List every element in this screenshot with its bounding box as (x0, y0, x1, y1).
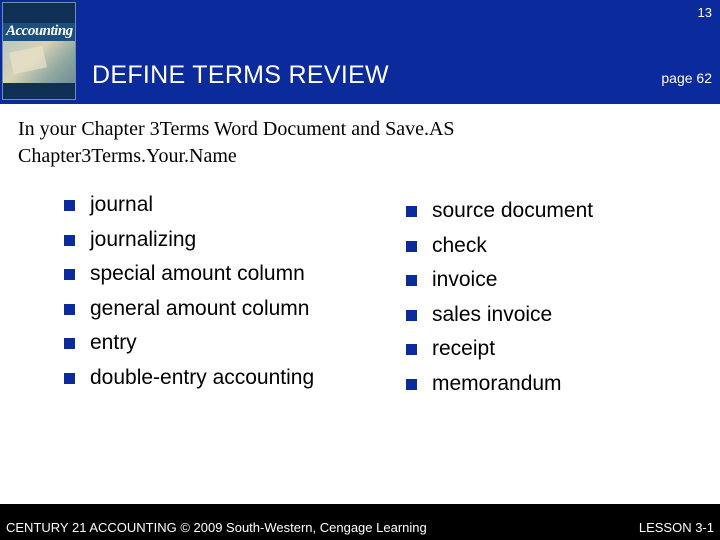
term-item (406, 369, 593, 404)
term-item (406, 196, 593, 231)
terms-list-right (406, 196, 593, 404)
square-bullet-icon (64, 269, 75, 280)
term-label: receipt (432, 337, 496, 361)
term-item (406, 265, 593, 300)
square-bullet-icon (406, 275, 417, 286)
square-bullet-icon (406, 206, 417, 217)
slide-number: 13 (697, 5, 712, 20)
square-bullet-icon (64, 235, 75, 246)
term-item (64, 294, 314, 329)
terms-list-left (64, 190, 314, 398)
term-label: check (432, 233, 487, 257)
term-label: special amount column (90, 262, 305, 286)
term-item (406, 334, 593, 369)
lesson-label: LESSON 3-1 (638, 520, 714, 535)
term-label: invoice (432, 268, 498, 292)
slide-header (0, 0, 720, 104)
square-bullet-icon (406, 344, 417, 355)
term-label: sales invoice (432, 302, 553, 326)
book-cover-title: Accounting (6, 23, 73, 39)
term-label: source document (432, 199, 594, 222)
square-bullet-icon (406, 310, 417, 321)
term-item (64, 259, 314, 294)
copyright-text: CENTURY 21 ACCOUNTING © 2009 South-Western, Cengage Learning (6, 520, 427, 535)
page-reference: page 62 (661, 70, 712, 86)
term-label: memorandum (432, 371, 562, 395)
term-label: general amount column (90, 296, 310, 320)
square-bullet-icon (64, 338, 75, 349)
square-bullet-icon (406, 379, 417, 390)
term-item (64, 190, 314, 225)
square-bullet-icon (64, 373, 75, 384)
slide-footer (0, 504, 720, 540)
instruction-text: In your Chapter 3Terms Word Document and Save.AS Chapter3Terms.Your.Name (18, 118, 455, 167)
term-label: journalizing (90, 227, 197, 251)
slide-title: DEFINE TERMS REVIEW (92, 61, 389, 89)
term-label: double-entry accounting (90, 365, 315, 389)
square-bullet-icon (64, 304, 75, 315)
book-cover-logo (2, 2, 76, 100)
term-label: journal (90, 193, 154, 216)
square-bullet-icon (64, 200, 75, 211)
term-item (64, 225, 314, 260)
term-label: entry (90, 331, 137, 355)
term-item (406, 300, 593, 335)
term-item (64, 328, 314, 363)
square-bullet-icon (406, 241, 417, 252)
term-item (406, 231, 593, 266)
term-item (64, 363, 314, 398)
